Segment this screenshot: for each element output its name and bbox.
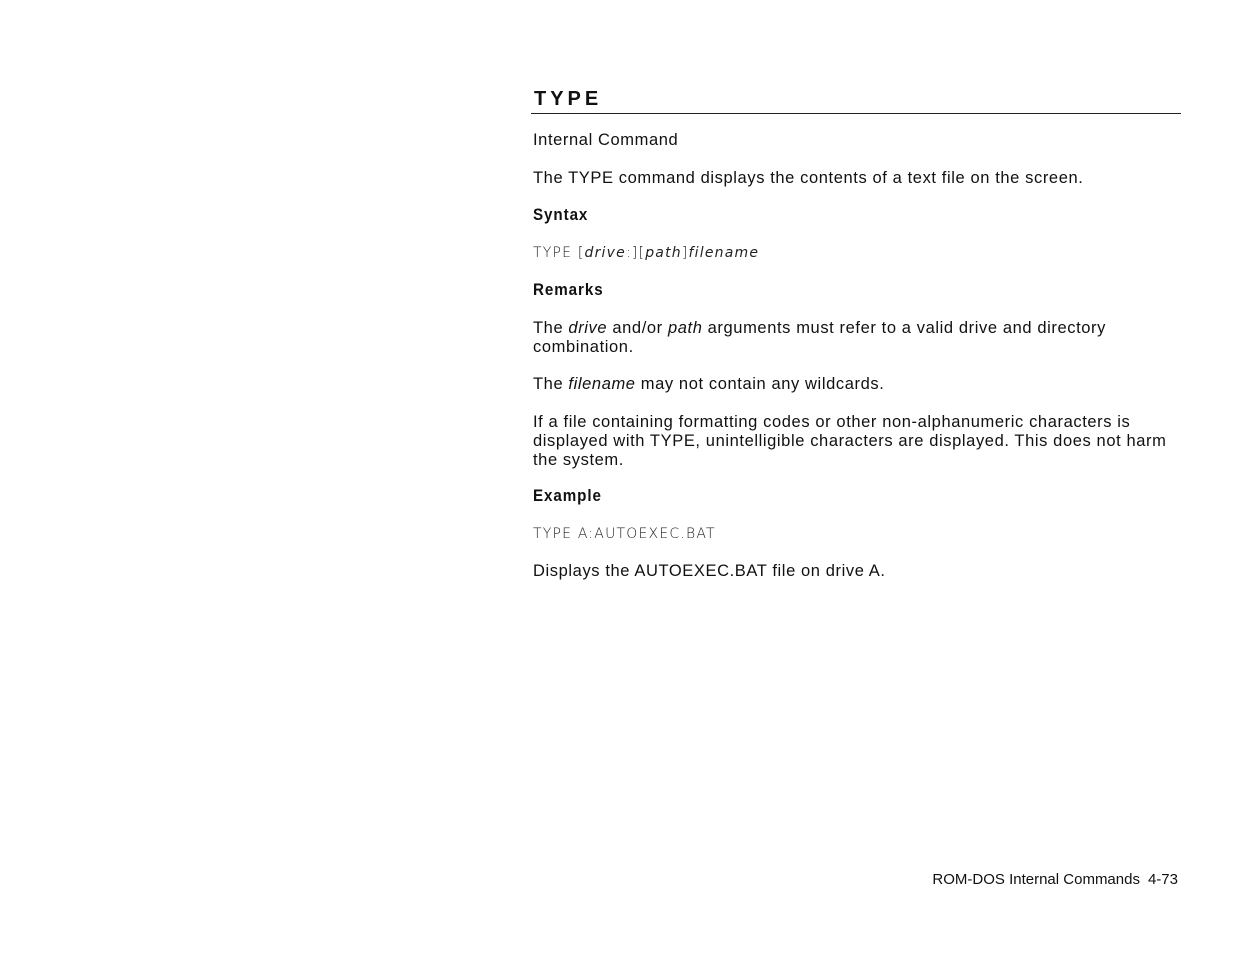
- syntax-heading: Syntax: [533, 206, 589, 224]
- footer-section: ROM-DOS Internal Commands: [932, 871, 1140, 888]
- footer-page-number: 4-73: [1147, 871, 1178, 888]
- remarks-p1-path: path: [667, 319, 703, 337]
- example-code: TYPE A:AUTOEXEC.BAT: [533, 526, 716, 542]
- syntax-filename: filename: [688, 245, 760, 261]
- remarks-p1-drive: drive: [568, 319, 608, 337]
- remarks-paragraph-3: If a file containing formatting codes or other non-alphanumeric characters is displayed with TYPE, unintelligible characters are displayed. This does not harm the system.: [533, 413, 1167, 469]
- syntax-drive: drive: [584, 245, 626, 261]
- page-footer: [932, 871, 1178, 888]
- syntax-sep1: :][: [625, 245, 646, 261]
- syntax-sep2: ]: [681, 245, 689, 261]
- page-content: [533, 86, 1181, 580]
- syntax-path: path: [645, 245, 682, 261]
- remarks-p1-text-a: The: [533, 319, 569, 337]
- syntax-line: [533, 244, 759, 263]
- example-description: Displays the AUTOEXEC.BAT file on drive A.: [533, 562, 886, 580]
- remarks-p1-text-c: arguments must refer to a valid drive and directory combination.: [533, 319, 1106, 356]
- remarks-p2-text-a: The: [533, 375, 569, 393]
- remarks-heading: Remarks: [533, 281, 604, 299]
- command-description: The TYPE command displays the contents of a text file on the screen.: [533, 169, 1084, 187]
- command-type: Internal Command: [533, 131, 679, 149]
- syntax-cmd: TYPE [: [533, 245, 585, 261]
- page-title: TYPE: [534, 88, 603, 110]
- remarks-paragraph-1: [533, 319, 1181, 357]
- remarks-p1-text-b: and/or: [607, 319, 668, 337]
- title-divider: [531, 113, 1181, 114]
- remarks-p2-filename: filename: [568, 375, 636, 393]
- example-heading: Example: [533, 487, 602, 505]
- remarks-p2-text-b: may not contain any wildcards.: [635, 375, 885, 393]
- remarks-paragraph-2: [533, 375, 1181, 394]
